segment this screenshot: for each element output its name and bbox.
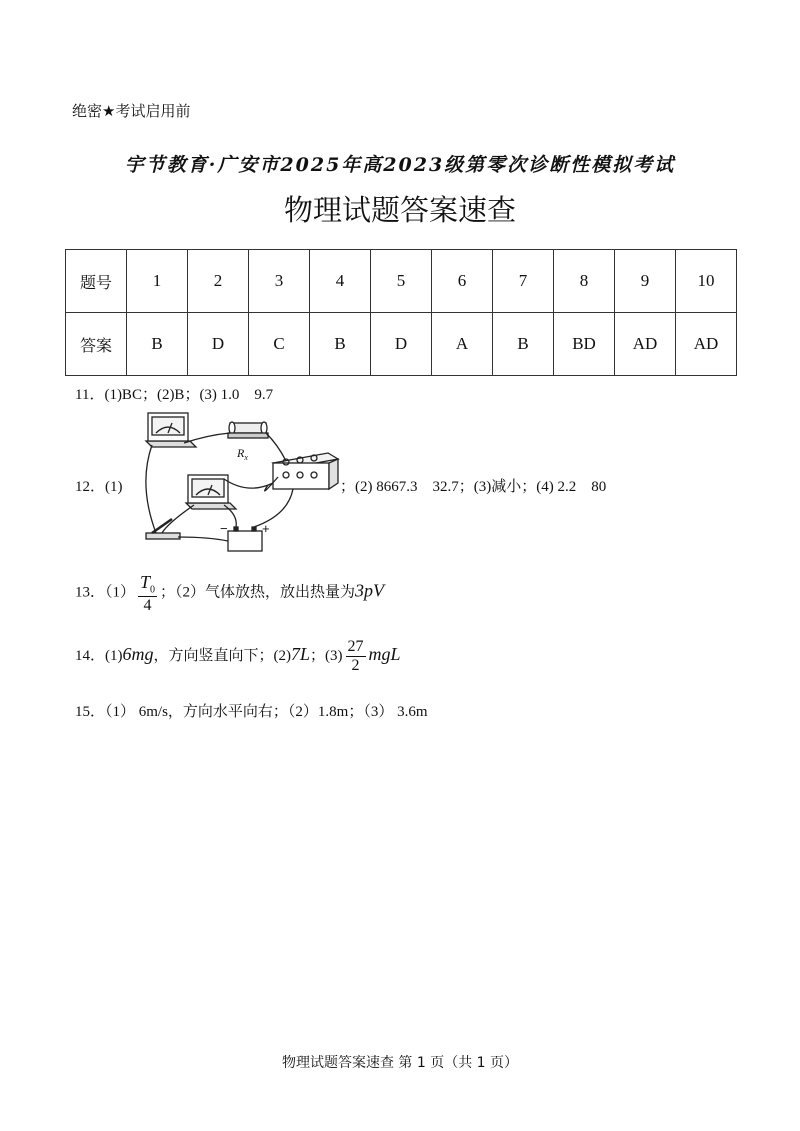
answer-cell: B [493, 313, 554, 376]
answer-q13 [75, 572, 384, 615]
plus-sign: + [262, 521, 270, 536]
rx-label: $R_x$ [237, 446, 248, 462]
answer-table [65, 249, 737, 376]
resistor-icon [228, 422, 268, 438]
minus-sign: − [220, 521, 228, 536]
page-title: 物理试题答案速查 [283, 193, 516, 227]
fraction-numerator: 27 [347, 638, 364, 655]
q13-prefix: 13．（1） [75, 584, 136, 601]
answer-cell: C [249, 313, 310, 376]
question-number: 6 [432, 250, 493, 313]
q13-expression: 3pV [355, 580, 385, 601]
q14-prefix: 14．(1) [75, 647, 123, 664]
question-number: 10 [676, 250, 737, 313]
fraction-numerator: $T_0$ [140, 572, 156, 596]
resistance-box-icon [273, 453, 338, 489]
answer-cell: B [127, 313, 188, 376]
answer-q15: 15．（1） 6m/s，方向水平向右；（2）1.8m；（3） 3.6m [75, 704, 428, 720]
question-number: 8 [554, 250, 615, 313]
answer-q11: 11．(1)BC；(2)B；(3) 1.0 9.7 [75, 387, 274, 403]
answer-cell: D [188, 313, 249, 376]
exam-header: 宇节教育·广安市2025年高2023级第零次诊断性模拟考试 [124, 154, 676, 176]
q14-mid2: ；(3) [310, 647, 343, 664]
circuit-diagram [128, 405, 343, 555]
fraction [346, 638, 366, 675]
question-number: 1 [127, 250, 188, 313]
question-number: 4 [310, 250, 371, 313]
page-footer: 物理试题答案速查 第 1 页（共 1 页） [281, 1055, 519, 1071]
answer-cell: AD [676, 313, 737, 376]
question-number: 5 [371, 250, 432, 313]
question-number: 2 [188, 250, 249, 313]
question-number: 7 [493, 250, 554, 313]
q14-expr3: mgL [368, 643, 401, 664]
battery-icon [228, 527, 262, 551]
answer-cell: D [371, 313, 432, 376]
q14-expr1: 6mg [122, 643, 154, 664]
table-row-label: 答案 [66, 313, 127, 376]
q14-expr2: 7L [291, 643, 311, 664]
question-number: 9 [615, 250, 676, 313]
fraction-denominator: 4 [143, 596, 152, 614]
voltmeter-icon [186, 475, 236, 509]
table-row-answers [66, 313, 737, 376]
answer-cell: AD [615, 313, 676, 376]
answer-cell: B [310, 313, 371, 376]
fraction-denominator: 2 [351, 657, 360, 674]
switch-icon [146, 519, 180, 539]
answer-cell: A [432, 313, 493, 376]
answer-q12-prefix: 12．(1) [75, 479, 123, 495]
confidential-notice: 绝密★考试启用前 [72, 102, 191, 120]
answer-q14 [75, 638, 401, 675]
answer-cell: BD [554, 313, 615, 376]
q14-mid1: ，方向竖直向下；(2) [153, 647, 291, 664]
q13-middle: ；（2）气体放热，放出热量为 [160, 584, 356, 601]
question-number: 3 [249, 250, 310, 313]
table-row-label: 题号 [66, 250, 127, 313]
answer-q12: ；(2) 8667.3 32.7；(3)减小；(4) 2.2 80 [340, 479, 607, 495]
fraction [138, 572, 157, 615]
table-row-numbers [66, 250, 737, 313]
